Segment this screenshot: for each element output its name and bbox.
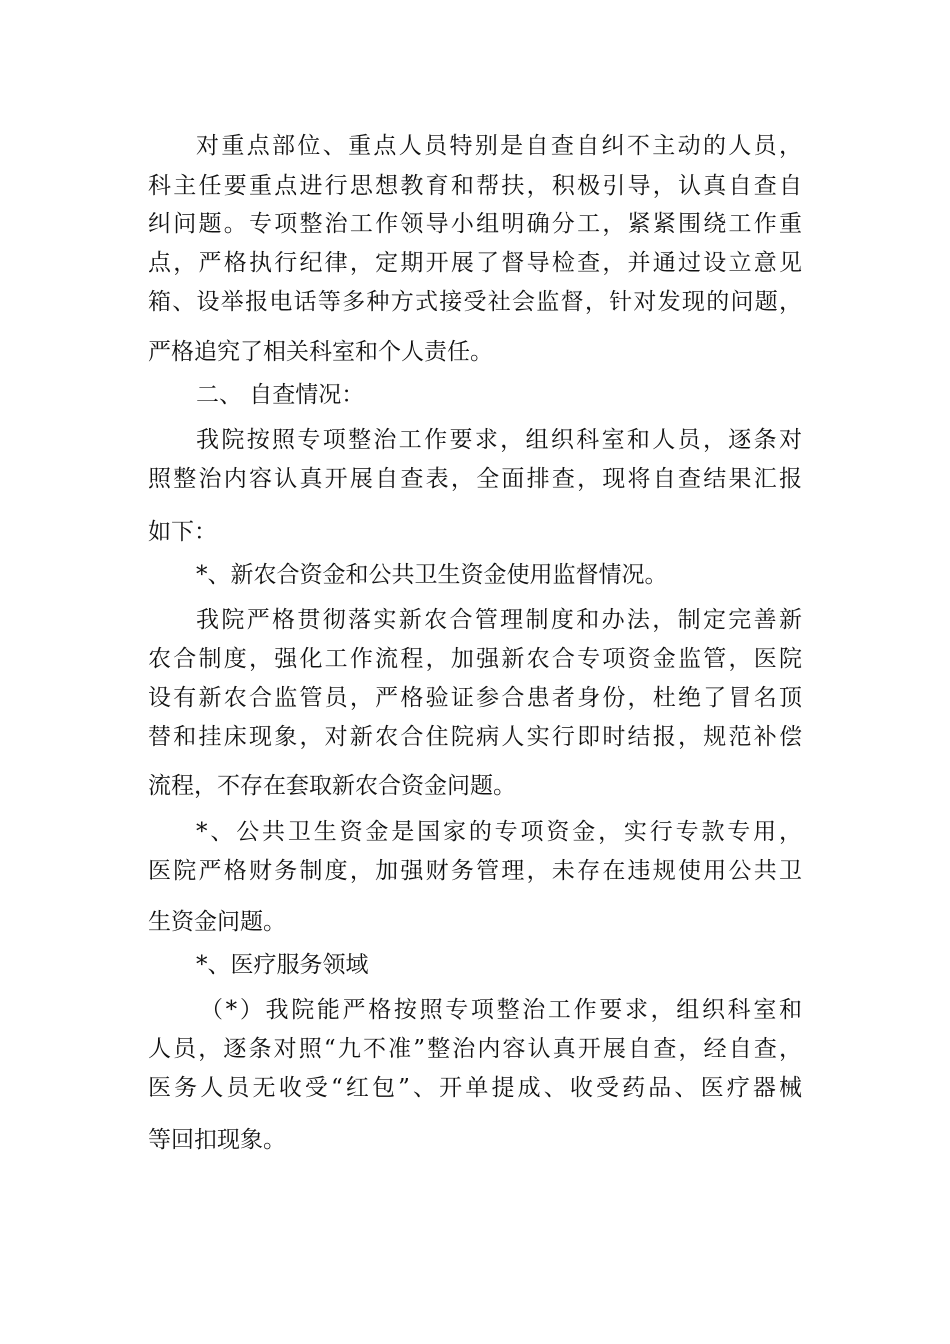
paragraph-3-line-4: 替和挂床现象，对新农合住院病人实行即时结报，规范补偿 xyxy=(148,724,802,750)
item-3-heading: *、医疗服务领域 xyxy=(196,952,369,978)
paragraph-1-line-6: 严格追究了相关科室和个人责任。 xyxy=(148,339,493,365)
paragraph-1-line-5: 箱、设举报电话等多种方式接受社会监督，针对发现的问题， xyxy=(148,289,802,315)
paragraph-1-line-3: 纠问题。专项整治工作领导小组明确分工，紧紧围绕工作重 xyxy=(148,211,802,237)
item-2-line-1: *、公共卫生资金是国家的专项资金，实行专款专用， xyxy=(196,819,802,845)
paragraph-3-line-3: 设有新农合监管员，严格验证参合患者身份，杜绝了冒名顶 xyxy=(148,685,802,711)
paragraph-4-line-1: （*）我院能严格按照专项整治工作要求，组织科室和 xyxy=(200,997,802,1023)
section-heading-self-check: 二、 自查情况： xyxy=(196,382,365,408)
paragraph-2-line-3: 如下： xyxy=(148,519,217,545)
paragraph-4-line-2: 人员，逐条对照“九不准”整治内容认真开展自查，经自查， xyxy=(148,1036,802,1062)
paragraph-1-line-1: 对重点部位、重点人员特别是自查自纠不主动的人员， xyxy=(196,133,802,159)
item-2-line-2: 医院严格财务制度，加强财务管理，未存在违规使用公共卫 xyxy=(148,858,802,884)
paragraph-4-line-4: 等回扣现象。 xyxy=(148,1127,286,1153)
paragraph-2-line-1: 我院按照专项整治工作要求，组织科室和人员，逐条对 xyxy=(196,427,802,453)
item-1-heading: *、新农合资金和公共卫生资金使用监督情况。 xyxy=(196,562,668,588)
paragraph-4-line-3: 医务人员无收受“红包”、开单提成、收受药品、医疗器械 xyxy=(148,1075,802,1101)
paragraph-1-line-4: 点，严格执行纪律，定期开展了督导检查，并通过设立意见 xyxy=(148,250,802,276)
paragraph-3-line-2: 农合制度，强化工作流程，加强新农合专项资金监管，医院 xyxy=(148,646,802,672)
paragraph-2-line-2: 照整治内容认真开展自查表，全面排查，现将自查结果汇报 xyxy=(148,466,802,492)
item-2-line-3: 生资金问题。 xyxy=(148,909,286,935)
paragraph-3-line-5: 流程，不存在套取新农合资金问题。 xyxy=(148,773,516,799)
paragraph-3-line-1: 我院严格贯彻落实新农合管理制度和办法，制定完善新 xyxy=(196,607,802,633)
paragraph-1-line-2: 科主任要重点进行思想教育和帮扶，积极引导，认真自查自 xyxy=(148,173,802,199)
